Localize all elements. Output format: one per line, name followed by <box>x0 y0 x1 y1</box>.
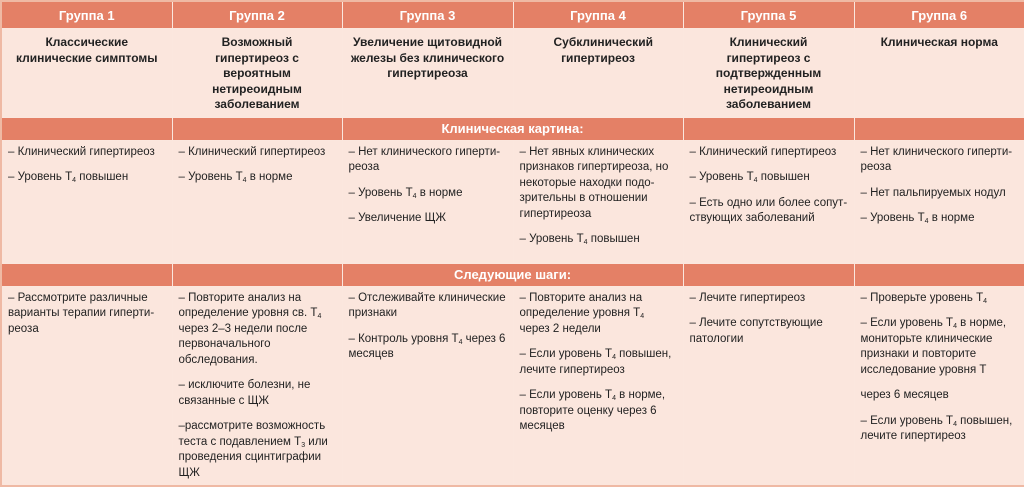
list-item: – Уровень $T_4$ в норме <box>348 186 463 200</box>
list-item: – Отслеживайте клинические признаки <box>348 291 506 319</box>
clinical-picture-cell <box>342 140 513 263</box>
next-steps-cell <box>854 286 1024 486</box>
clinical-picture-cell <box>513 140 683 263</box>
group-header-2: Группа 2 <box>172 1 342 29</box>
group-header-row <box>1 1 1024 29</box>
list-item: – Если уровень $T_4$ повышен, лечите гипертиреоз <box>860 414 1013 442</box>
group-title-6: Клиническая норма <box>854 29 1024 118</box>
list-item: – Уровень $T_4$ повышен <box>8 171 129 184</box>
list-item: – Проверьте уровень $T_4$ <box>860 291 987 305</box>
list-item: – Лечите сопутствующие патологии <box>689 317 823 345</box>
next-steps-row <box>1 286 1024 486</box>
next-steps-cell <box>342 286 513 486</box>
list-item: – Увеличение ЩЖ <box>348 212 447 224</box>
list-item: – Если уровень $T_4$ повышен, лечите гипертиреоз <box>519 348 672 376</box>
clinical-picture-cell <box>854 140 1024 263</box>
next-steps-cell <box>172 286 342 486</box>
list-item: – Если уровень $T_4$ в норме, мониторьте клинические признаки и повторите исследование уровня T <box>860 317 1007 376</box>
list-item: – Нет явных клинических признаков гипертиреоза, но некоторые находки подо-зрительны в отношении гипертиреоза <box>519 145 669 220</box>
section-next-steps: Следующие шаги: <box>342 263 683 286</box>
next-steps-cell <box>683 286 854 486</box>
list-item: через 6 месяцев <box>860 389 949 401</box>
group-header-1: Группа 1 <box>1 1 172 29</box>
section-clinical-picture-row <box>1 117 1024 140</box>
group-title-4: Субклинический гипертиреоз <box>513 29 683 118</box>
section-clinical-picture: Клиническая картина: <box>342 117 683 140</box>
list-item: – Лечите гипертиреоз <box>689 291 806 304</box>
group-header-4: Группа 4 <box>513 1 683 29</box>
list-item: – Повторите анализ на определение уровня $T_4$ через 2 недели <box>519 291 645 335</box>
section-next-steps-row <box>1 263 1024 286</box>
list-item: – Рассмотрите различные варианты терапии гиперти-реоза <box>8 291 155 335</box>
list-item: – Есть одно или более сопут-ствующих заболеваний <box>689 196 848 224</box>
list-item: – Нет пальпируемых нодул <box>860 186 1006 199</box>
group-header-5: Группа 5 <box>683 1 854 29</box>
group-title-row <box>1 29 1024 118</box>
clinical-picture-cell <box>1 140 172 263</box>
list-item: – Уровень $T_4$ в норме <box>178 171 293 184</box>
list-item: – Клинический гипертиреоз <box>8 145 155 158</box>
list-item: – Если уровень $T_4$ в норме, повторите оценку через 6 месяцев <box>519 389 666 432</box>
next-steps-cell <box>1 286 172 486</box>
group-title-5: Клинический гипертиреоз с подтвержденным нетиреоидным заболеванием <box>683 29 854 118</box>
clinical-picture-cell <box>683 140 854 263</box>
group-title-2: Возможный гипертиреоз с вероятным нетиреоидным заболеванием <box>172 29 342 118</box>
list-item: –рассмотрите возможность теста с подавлением $T_3$ или проведения сцинтиграфии ЩЖ <box>178 420 328 479</box>
list-item: – Клинический гипертиреоз <box>689 145 837 158</box>
group-title-3: Увеличение щитовидной железы без клинического гипертиреоза <box>342 29 513 118</box>
group-title-1: Классические клинические симптомы <box>1 29 172 118</box>
clinical-picture-row <box>1 140 1024 263</box>
group-header-6: Группа 6 <box>854 1 1024 29</box>
clinical-picture-cell <box>172 140 342 263</box>
group-header-3: Группа 3 <box>342 1 513 29</box>
list-item: – Повторите анализ на определение уровня св. $T_4$ через 2–3 недели после первоначального обследования. <box>178 291 322 366</box>
list-item: – Нет клинического гиперти-реоза <box>860 145 1013 173</box>
list-item: – Контроль уровня $T_4$ через 6 месяцев <box>348 332 506 360</box>
next-steps-cell <box>513 286 683 486</box>
list-item: – Уровень $T_4$ повышен <box>689 171 810 184</box>
list-item: – Уровень $T_4$ повышен <box>519 233 640 246</box>
list-item: – Уровень $T_4$ в норме <box>860 212 975 225</box>
list-item: – Нет клинического гиперти-реоза <box>348 145 501 173</box>
list-item: – Клинический гипертиреоз <box>178 145 326 158</box>
list-item: – исключите болезни, не связанные с ЩЖ <box>178 379 311 407</box>
